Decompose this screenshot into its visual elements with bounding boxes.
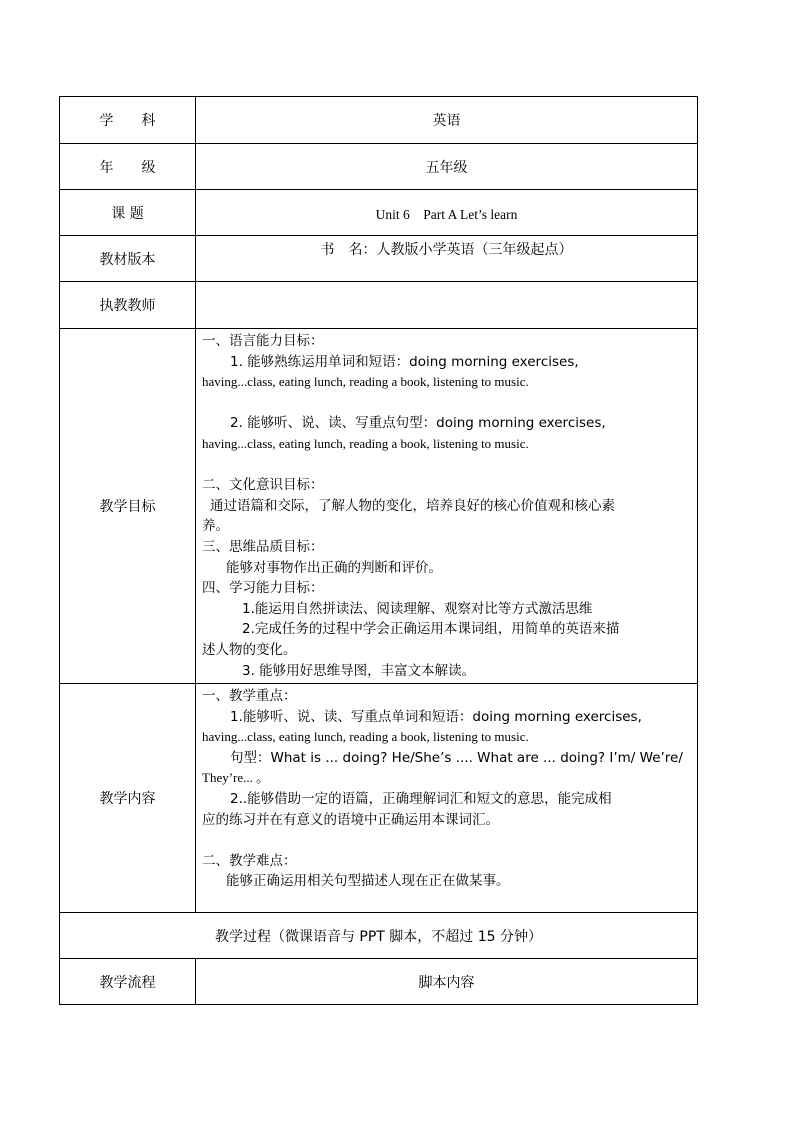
row-goals [60, 329, 698, 684]
row-process-header [60, 913, 698, 959]
goals-line [202, 393, 691, 414]
goals-line: 通过语篇和交际，了解人物的变化，培养良好的核心价值观和核心素 [210, 497, 615, 514]
grade-value: 五年级 [196, 144, 698, 190]
goals-line: 述人物的变化。 [202, 641, 297, 658]
content-line [202, 830, 691, 851]
content-content [196, 684, 698, 913]
goals-line: 二、文化意识目标： [202, 477, 324, 494]
teacher-value [196, 282, 698, 329]
row-flow [60, 959, 698, 1005]
row-edition [60, 236, 698, 282]
goals-line: 养。 [202, 518, 229, 535]
goals-line: 3. 能够用好思维导图，丰富文本解读。 [242, 662, 476, 679]
flow-label: 教学流程 [60, 959, 196, 1005]
process-header: 教学过程（微课语音与 PPT 脚本，不超过 15 分钟） [60, 913, 698, 959]
edition-value: 书 名：人教版小学英语（三年级起点） [196, 236, 698, 282]
goals-line: having...class, eating lunch, reading a book, listening to music. [202, 435, 529, 451]
goals-line: having...class, eating lunch, reading a book, listening to music. [202, 374, 529, 390]
goals-line: 一、语言能力目标： [202, 333, 324, 349]
goals-line: 四、学习能力目标： [202, 580, 324, 597]
content-line: 二、教学难点： [202, 852, 297, 869]
goals-line: 三、思维品质目标： [202, 538, 324, 555]
content-line: having...class, eating lunch, reading a book, listening to music. [202, 729, 529, 745]
content-line: 1.能够听、说、读、写重点单词和短语：doing morning exercises, [230, 708, 642, 725]
subject-label: 学 科 [60, 97, 196, 144]
edition-label: 教材版本 [60, 236, 196, 282]
content-line: 应的练习并在有意义的语境中正确运用本课词汇。 [202, 811, 499, 828]
row-topic [60, 190, 698, 236]
goals-line: 能够对事物作出正确的判断和评价。 [226, 559, 442, 576]
goals-line [202, 455, 691, 476]
teacher-label: 执教教师 [60, 282, 196, 329]
goals-line: 1.能运用自然拼读法、阅读理解、观察对比等方式激活思维 [242, 600, 593, 617]
goals-content [196, 329, 698, 684]
flow-value: 脚本内容 [196, 959, 698, 1005]
row-subject [60, 97, 698, 144]
lesson-plan-table [59, 96, 698, 1005]
goals-line: 2. 能够听、说、读、写重点句型：doing morning exercises, [230, 415, 606, 432]
subject-value: 英语 [196, 97, 698, 144]
content-line: 能够正确运用相关句型描述人现在正在做某事。 [226, 873, 510, 890]
goals-line: 2.完成任务的过程中学会正确运用本课词组，用简单的英语来描 [242, 621, 620, 638]
topic-label: 课 题 [60, 190, 196, 236]
grade-label: 年 级 [60, 144, 196, 190]
content-label: 教学内容 [60, 684, 196, 913]
row-teacher [60, 282, 698, 329]
goals-line: 1. 能够熟练运用单词和短语：doing morning exercises, [230, 353, 579, 370]
content-line: They’re... 。 [202, 770, 270, 786]
row-content [60, 684, 698, 913]
content-line: 2..能够借助一定的语篇，正确理解词汇和短文的意思，能完成相 [230, 791, 612, 808]
goals-label: 教学目标 [60, 329, 196, 684]
content-line: 句型：What is ... doing? He/She’s .... What are ... doing? I’m/ We’re/ [230, 749, 683, 766]
content-line: 一、教学重点： [202, 688, 297, 705]
row-grade [60, 144, 698, 190]
topic-value: Unit 6 Part A Let’s learn [196, 190, 698, 236]
